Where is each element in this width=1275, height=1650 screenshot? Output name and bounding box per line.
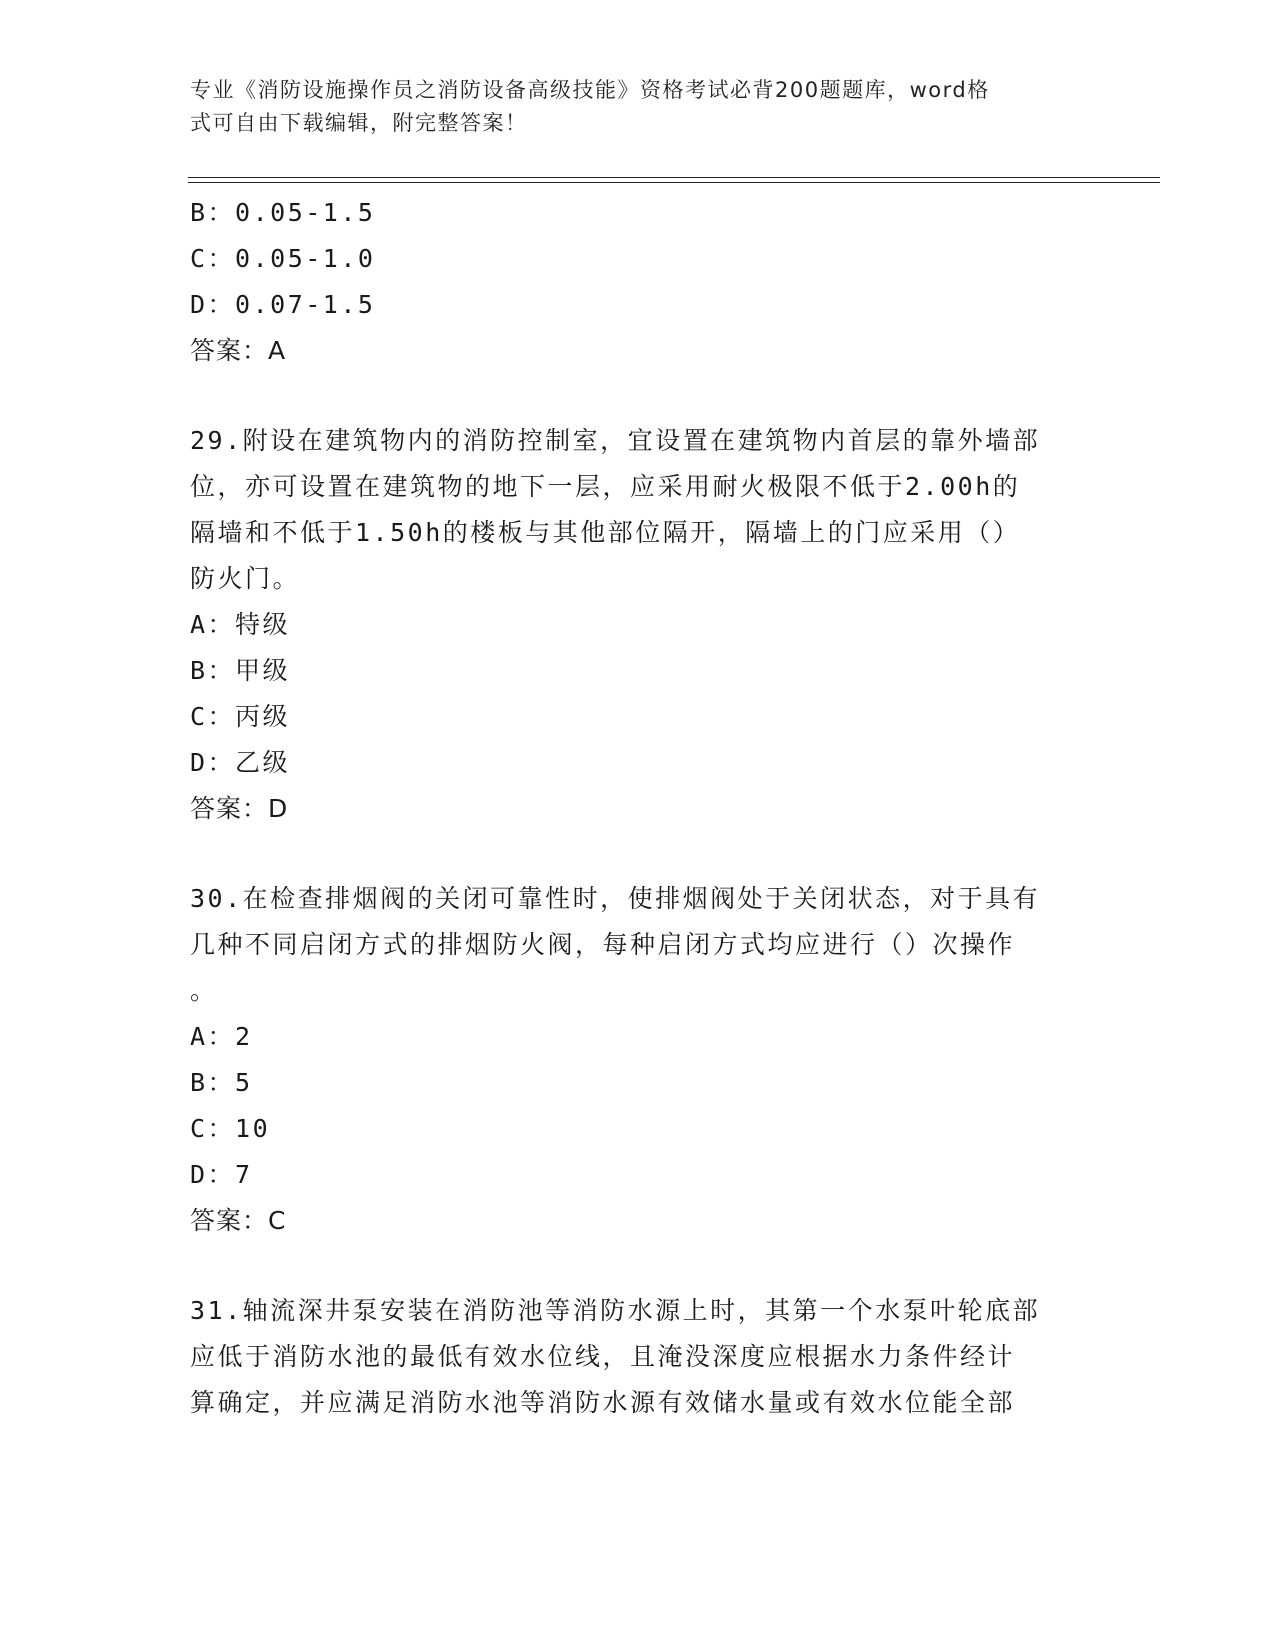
option-c: C：10 xyxy=(190,1114,271,1143)
document-header xyxy=(190,74,1090,140)
question-text-line: 几种不同启闭方式的排烟防火阀，每种启闭方式均应进行（）次操作 xyxy=(190,930,1016,959)
answer-line: 答案：C xyxy=(190,1206,287,1235)
option-b: B：5 xyxy=(190,1068,253,1097)
option-d: D：0.07-1.5 xyxy=(190,290,376,319)
spacer xyxy=(190,374,1090,418)
question-28-tail xyxy=(190,190,1090,374)
question-text-line: 防火门。 xyxy=(190,564,301,593)
header-line-2: 式可自由下载编辑，附完整答案！ xyxy=(190,111,528,135)
header-divider-bottom xyxy=(188,182,1160,183)
option-d: D：7 xyxy=(190,1160,253,1189)
document-body xyxy=(190,190,1090,1426)
option-c: C：0.05-1.0 xyxy=(190,244,376,273)
answer-line: 答案：D xyxy=(190,794,289,823)
option-a: A：特级 xyxy=(190,610,291,639)
question-30 xyxy=(190,876,1090,1244)
question-text-line: 算确定，并应满足消防水池等消防水源有效储水量或有效水位能全部 xyxy=(190,1388,1016,1417)
question-31 xyxy=(190,1288,1090,1426)
spacer xyxy=(190,1244,1090,1288)
option-c: C：丙级 xyxy=(190,702,291,731)
option-a: A：2 xyxy=(190,1022,253,1051)
option-d: D：乙级 xyxy=(190,748,291,777)
option-b: B：0.05-1.5 xyxy=(190,198,376,227)
answer-line: 答案：A xyxy=(190,336,287,365)
question-text-line: 位，亦可设置在建筑物的地下一层，应采用耐火极限不低于2.00h的 xyxy=(190,472,1021,501)
option-b: B：甲级 xyxy=(190,656,291,685)
question-text-line: 29.附设在建筑物内的消防控制室，宜设置在建筑物内首层的靠外墙部 xyxy=(190,426,1041,455)
question-text-line: 隔墙和不低于1.50h的楼板与其他部位隔开，隔墙上的门应采用（） xyxy=(190,518,1021,547)
header-line-1: 专业《消防设施操作员之消防设备高级技能》资格考试必背200题题库，word格 xyxy=(190,78,990,102)
question-text-line: 30.在检查排烟阀的关闭可靠性时，使排烟阀处于关闭状态，对于具有 xyxy=(190,884,1041,913)
question-text-line: 31.轴流深井泵安装在消防池等消防水源上时，其第一个水泵叶轮底部 xyxy=(190,1296,1041,1325)
header-divider-top xyxy=(188,177,1160,178)
question-text-line: 。 xyxy=(190,976,218,1005)
question-text-line: 应低于消防水池的最低有效水位线，且淹没深度应根据水力条件经计 xyxy=(190,1342,1016,1371)
spacer xyxy=(190,832,1090,876)
question-29 xyxy=(190,418,1090,832)
